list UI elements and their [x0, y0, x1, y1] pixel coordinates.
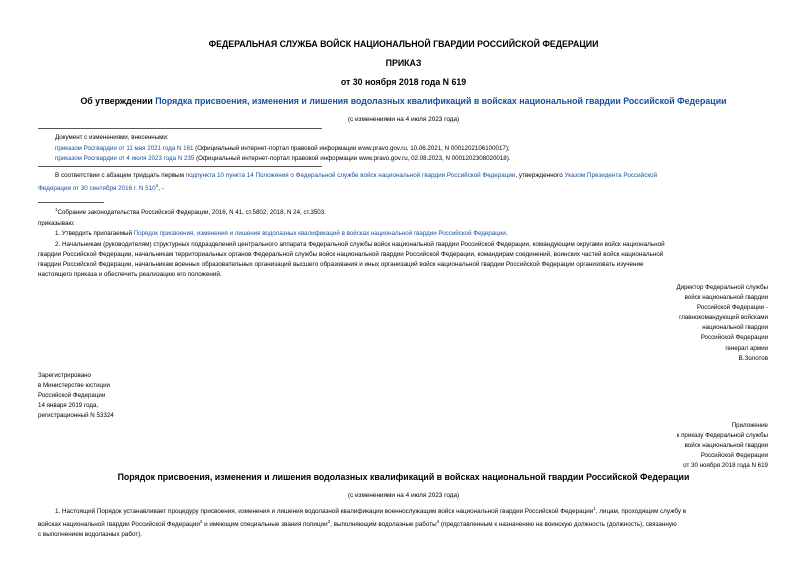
- footnote-divider: [38, 202, 104, 203]
- change-item: приказом Росгвардии от 11 мая 2021 года N 161 (Официальный интернет-портал правовой информации www.pravo.gov.ru, 10.06.2021, N 0001202106100017);: [55, 144, 510, 152]
- signature-block: Директор Федеральной службы войск национальной гвардии Российской Федерации - главнокомандующий войсками национальной гвардии Российской Федерации генерал армии В.Золотов: [676, 284, 768, 362]
- preamble: В соответствии с абзацем тридцать первым подпункта 10 пункта 14 Положения о Федеральной службе войск национальной гвардии Российской Федерации, утвержденного Указом Президента Российской Федерации от 30 сентября 2016 г. N $510^1$, -: [38, 172, 658, 193]
- doc-type: ПРИКАЗ: [385, 58, 422, 68]
- doc-date-number: от 30 ноября 2018 года N 619: [340, 77, 467, 87]
- preamble-link-regulation[interactable]: подпункта 10 пункта 14 Положения о Федеральной службе войск национальной гвардии Российской Федерации: [185, 172, 516, 179]
- order-lead: приказываю:: [38, 220, 75, 227]
- procedure-title: Порядок присвоения, изменения и лишения водолазных квалификаций в войсках национальной гвардии Российской Федерации: [117, 472, 690, 482]
- preamble-link-decree[interactable]: Указом Президента Российской: [564, 172, 658, 179]
- change-link[interactable]: приказом Росгвардии от 4 июля 2023 года N 235: [55, 155, 195, 162]
- footnote: $^1$Собрание законодательства Российской Федерации, 2016, N 41, ст.5802; 2018, N 24, ст.3503.: [55, 207, 326, 217]
- appendix-block: Приложение к приказу Федеральной службы войск национальной гвардии Российской Федерации от 30 ноября 2018 года N 619: [676, 422, 768, 470]
- procedure-link[interactable]: Порядок присвоения, изменения и лишения водолазных квалификаций в войсках национальной гвардии Российской Федерации: [133, 230, 506, 237]
- changes-block: [55, 133, 511, 165]
- divider: [38, 128, 322, 129]
- order-item-1: 1. Утвердить прилагаемый Порядок присвоения, изменения и лишения водолазных квалификаций в войсках национальной гвардии Российской Федерации.: [55, 230, 508, 237]
- amended-note: (с изменениями на 4 июля 2023 года): [347, 116, 460, 123]
- change-item: приказом Росгвардии от 4 июля 2023 года N 235 (Официальный интернет-портал правовой информации www.pravo.gov.ru, 02.08.2023, N 0001202308020018).: [55, 155, 511, 162]
- doc-title: [0, 96, 807, 106]
- doc-title-prefix: Об утверждении: [80, 96, 156, 106]
- procedure-amended: (с изменениями на 4 июля 2023 года): [347, 492, 460, 499]
- changes-label: Документ с изменениями, внесенными:: [55, 134, 169, 141]
- divider: [38, 166, 322, 167]
- preamble-link-decree[interactable]: Федерации от 30 сентября 2016 г. N 510: [38, 185, 156, 193]
- agency-title: ФЕДЕРАЛЬНАЯ СЛУЖБА ВОЙСК НАЦИОНАЛЬНОЙ ГВАРДИИ РОССИЙСКОЙ ФЕДЕРАЦИИ: [208, 39, 599, 49]
- order-item-2: 2. Начальникам (руководителям) структурных подразделений центрального аппарата Федеральной службы войск национальной гвардии Российской Федерации, командующим округами войск национальной гвардии Российской Федерации, начальникам территориальных органов Федеральной службы войск национальной гвардии Российской Федерации, командирам соединений, воинских частей войск национальной гвардии Российской Федерации, начальникам военных образовательных организаций высшего образования и иных организаций войск национальной гвардии Российской Федерации организовать изучение настоящего приказа и обеспечить реализацию его положений.: [38, 241, 665, 278]
- procedure-item-1: 1. Настоящий Порядок устанавливает процедуру присвоения, изменения и лишения водолазной квалификации военнослужащим войск национальной гвардии Российской Федерации$^1$, лицам, проходящим службу в войсках национальной гвардии Российской Федерации$^2$ и имеющим специальные звания полиции$^3$, выполняющим водолазные работы$^4$ (представленным к назначению на воинскую должность (должность), связанную с выполнением водолазных работ).: [38, 506, 687, 539]
- change-link[interactable]: приказом Росгвардии от 11 мая 2021 года N 161: [55, 144, 194, 152]
- doc-title-link[interactable]: Порядка присвоения, изменения и лишения водолазных квалификаций в войсках национальной гвардии Российской Федерации: [155, 96, 727, 106]
- registration-block: Зарегистрировано в Министерстве юстиции Российской Федерации 14 января 2019 года, регистрационный N 53324: [38, 372, 114, 420]
